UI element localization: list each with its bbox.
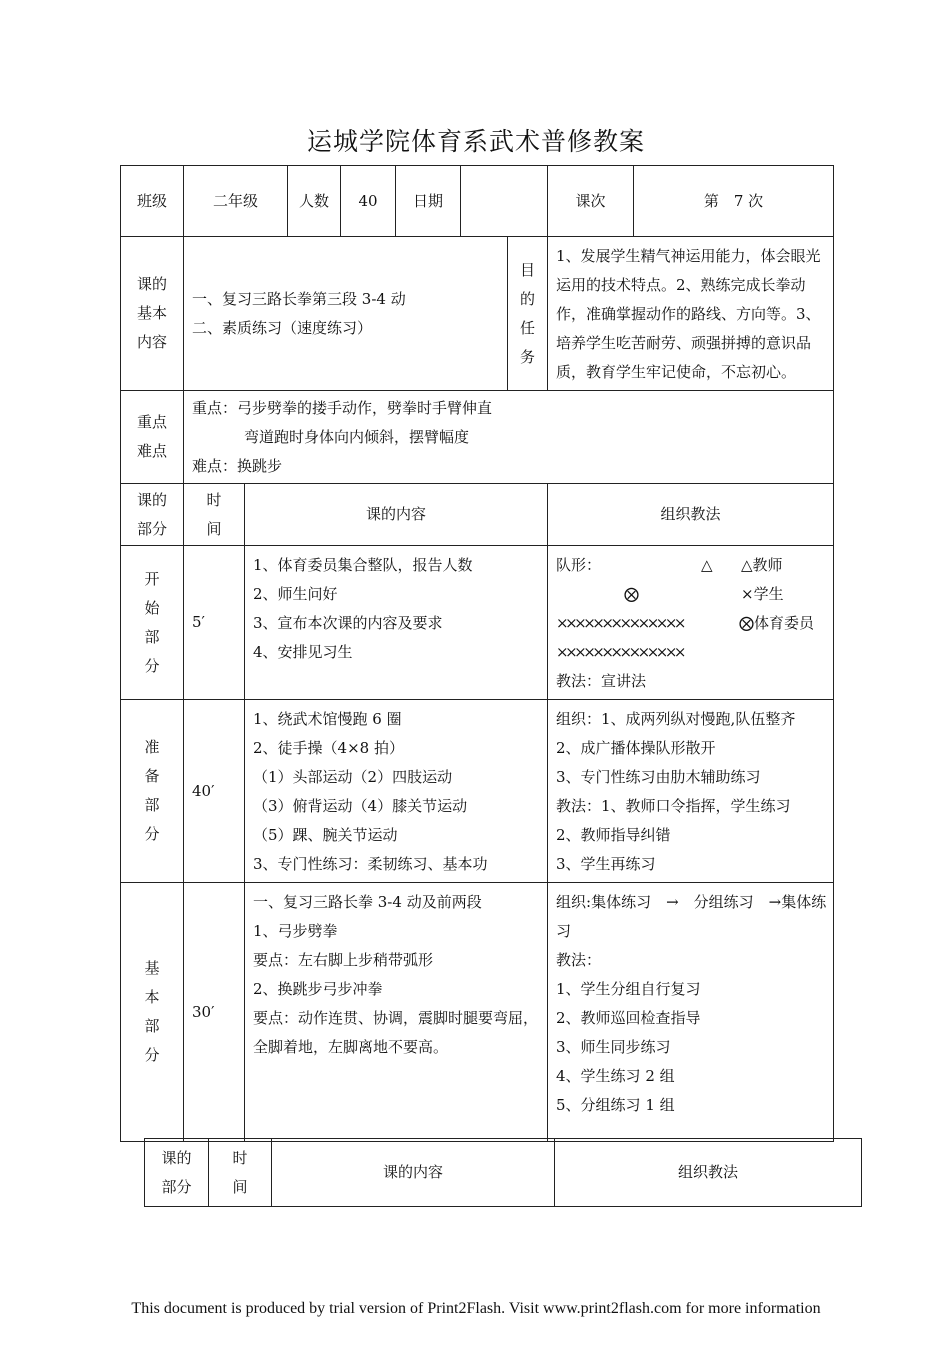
page-title: 运城学院体育系武术普修教案 <box>306 127 645 156</box>
section-method: 组织:集体练习 → 分组练习 →集体练习 教法： 1、学生分组自行复习 2、教师巡回检查指导 3、师生同步练习 4、学生练习 2 组 5、分组练习 1 组 <box>548 883 834 1142</box>
leader-legend: ⨂体育委员 <box>739 614 815 632</box>
section-method: 组织：1、成两列纵对慢跑,队伍整齐 2、成广播体操队形散开 3、专门性练习由肋木辅助练习 教法：1、教师口令指挥，学生练习 2、教师指导纠错 3、学生再练习 <box>548 700 834 883</box>
col-content-header: 课的内容 <box>272 1139 555 1207</box>
purpose-label: 目 的 任 务 <box>508 237 548 391</box>
purpose-text: 1、发展学生精气神运用能力，体会眼光运用的技术特点。2、熟练完成长拳动作，准确掌握动作的路线、方向等。3、培养学生吃苦耐劳、顽强拼搏的意识品质，教育学生牢记使命，不忘初心。 <box>548 237 834 391</box>
formation-label: 队形： <box>556 556 602 574</box>
count-label: 人数 <box>288 166 341 237</box>
col-content-header: 课的内容 <box>245 484 548 546</box>
count-value: 40 <box>341 166 396 237</box>
key-points-label: 重点 难点 <box>121 391 184 484</box>
section-content: 一、复习三路长拳 3-4 动及前两段 1、弓步劈拳 要点：左右脚上步稍带弧形 2、换跳步弓步冲拳 要点：动作连贯、协调，震脚时腿要弯屈，全脚着地，左脚离地不要高。 <box>245 883 548 1142</box>
section-content: 1、体育委员集合整队，报告人数 2、师生问好 3、宣布本次课的内容及要求 4、安排见习生 <box>245 546 548 700</box>
teaching-method: 教法：宣讲法 <box>556 672 647 690</box>
class-label: 班级 <box>121 166 184 237</box>
col-part-header: 课的 部分 <box>145 1139 209 1207</box>
lesson-plan-table <box>120 165 834 1142</box>
section-part-label: 基 本 部 分 <box>121 883 184 1142</box>
col-time-header: 时 间 <box>184 484 245 546</box>
col-method-header: 组织教法 <box>548 484 834 546</box>
section-time: 30′ <box>184 883 245 1142</box>
col-method-header: 组织教法 <box>555 1139 862 1207</box>
teacher-legend: △教师 <box>741 556 783 574</box>
col-time-header: 时 间 <box>209 1139 272 1207</box>
section-method <box>548 546 834 700</box>
formation-row: ×××××××××××××× <box>556 643 683 661</box>
section-content: 1、绕武术馆慢跑 6 圈 2、徒手操（4×8 拍） （1）头部运动（2）四肢运动 （3）俯背运动（4）膝关节运动 （5）踝、腕关节运动 3、专门性练习：柔韧练习、基本功 <box>245 700 548 883</box>
continuation-table <box>144 1138 862 1207</box>
triangle-mark: △ <box>701 556 713 574</box>
session-label: 课次 <box>548 166 634 237</box>
formation-row: ×××××××××××××× <box>556 614 683 632</box>
date-value <box>461 166 548 237</box>
student-legend: ×学生 <box>741 585 784 603</box>
section-time: 40′ <box>184 700 245 883</box>
col-part-header: 课的 部分 <box>121 484 184 546</box>
section-time: 5′ <box>184 546 245 700</box>
trial-watermark-footer: This document is produced by trial version of Print2Flash. Visit www.print2flash.com for more information <box>131 1300 821 1317</box>
class-value: 二年级 <box>184 166 288 237</box>
section-part-label: 准 备 部 分 <box>121 700 184 883</box>
session-value: 第 7 次 <box>634 166 834 237</box>
key-points-text: 重点：弓步劈拳的搂手动作，劈拳时手臂伸直 弯道跑时身体向内倾斜，摆臂幅度 难点：换跳步 <box>184 391 834 484</box>
section-part-label: 开 始 部 分 <box>121 546 184 700</box>
basic-content-label: 课的 基本 内容 <box>121 237 184 391</box>
basic-content-text: 一、复习三路长拳第三段 3-4 动 二、素质练习（速度练习） <box>184 237 508 391</box>
date-label: 日期 <box>396 166 461 237</box>
leader-mark: ⨂ <box>624 585 640 603</box>
